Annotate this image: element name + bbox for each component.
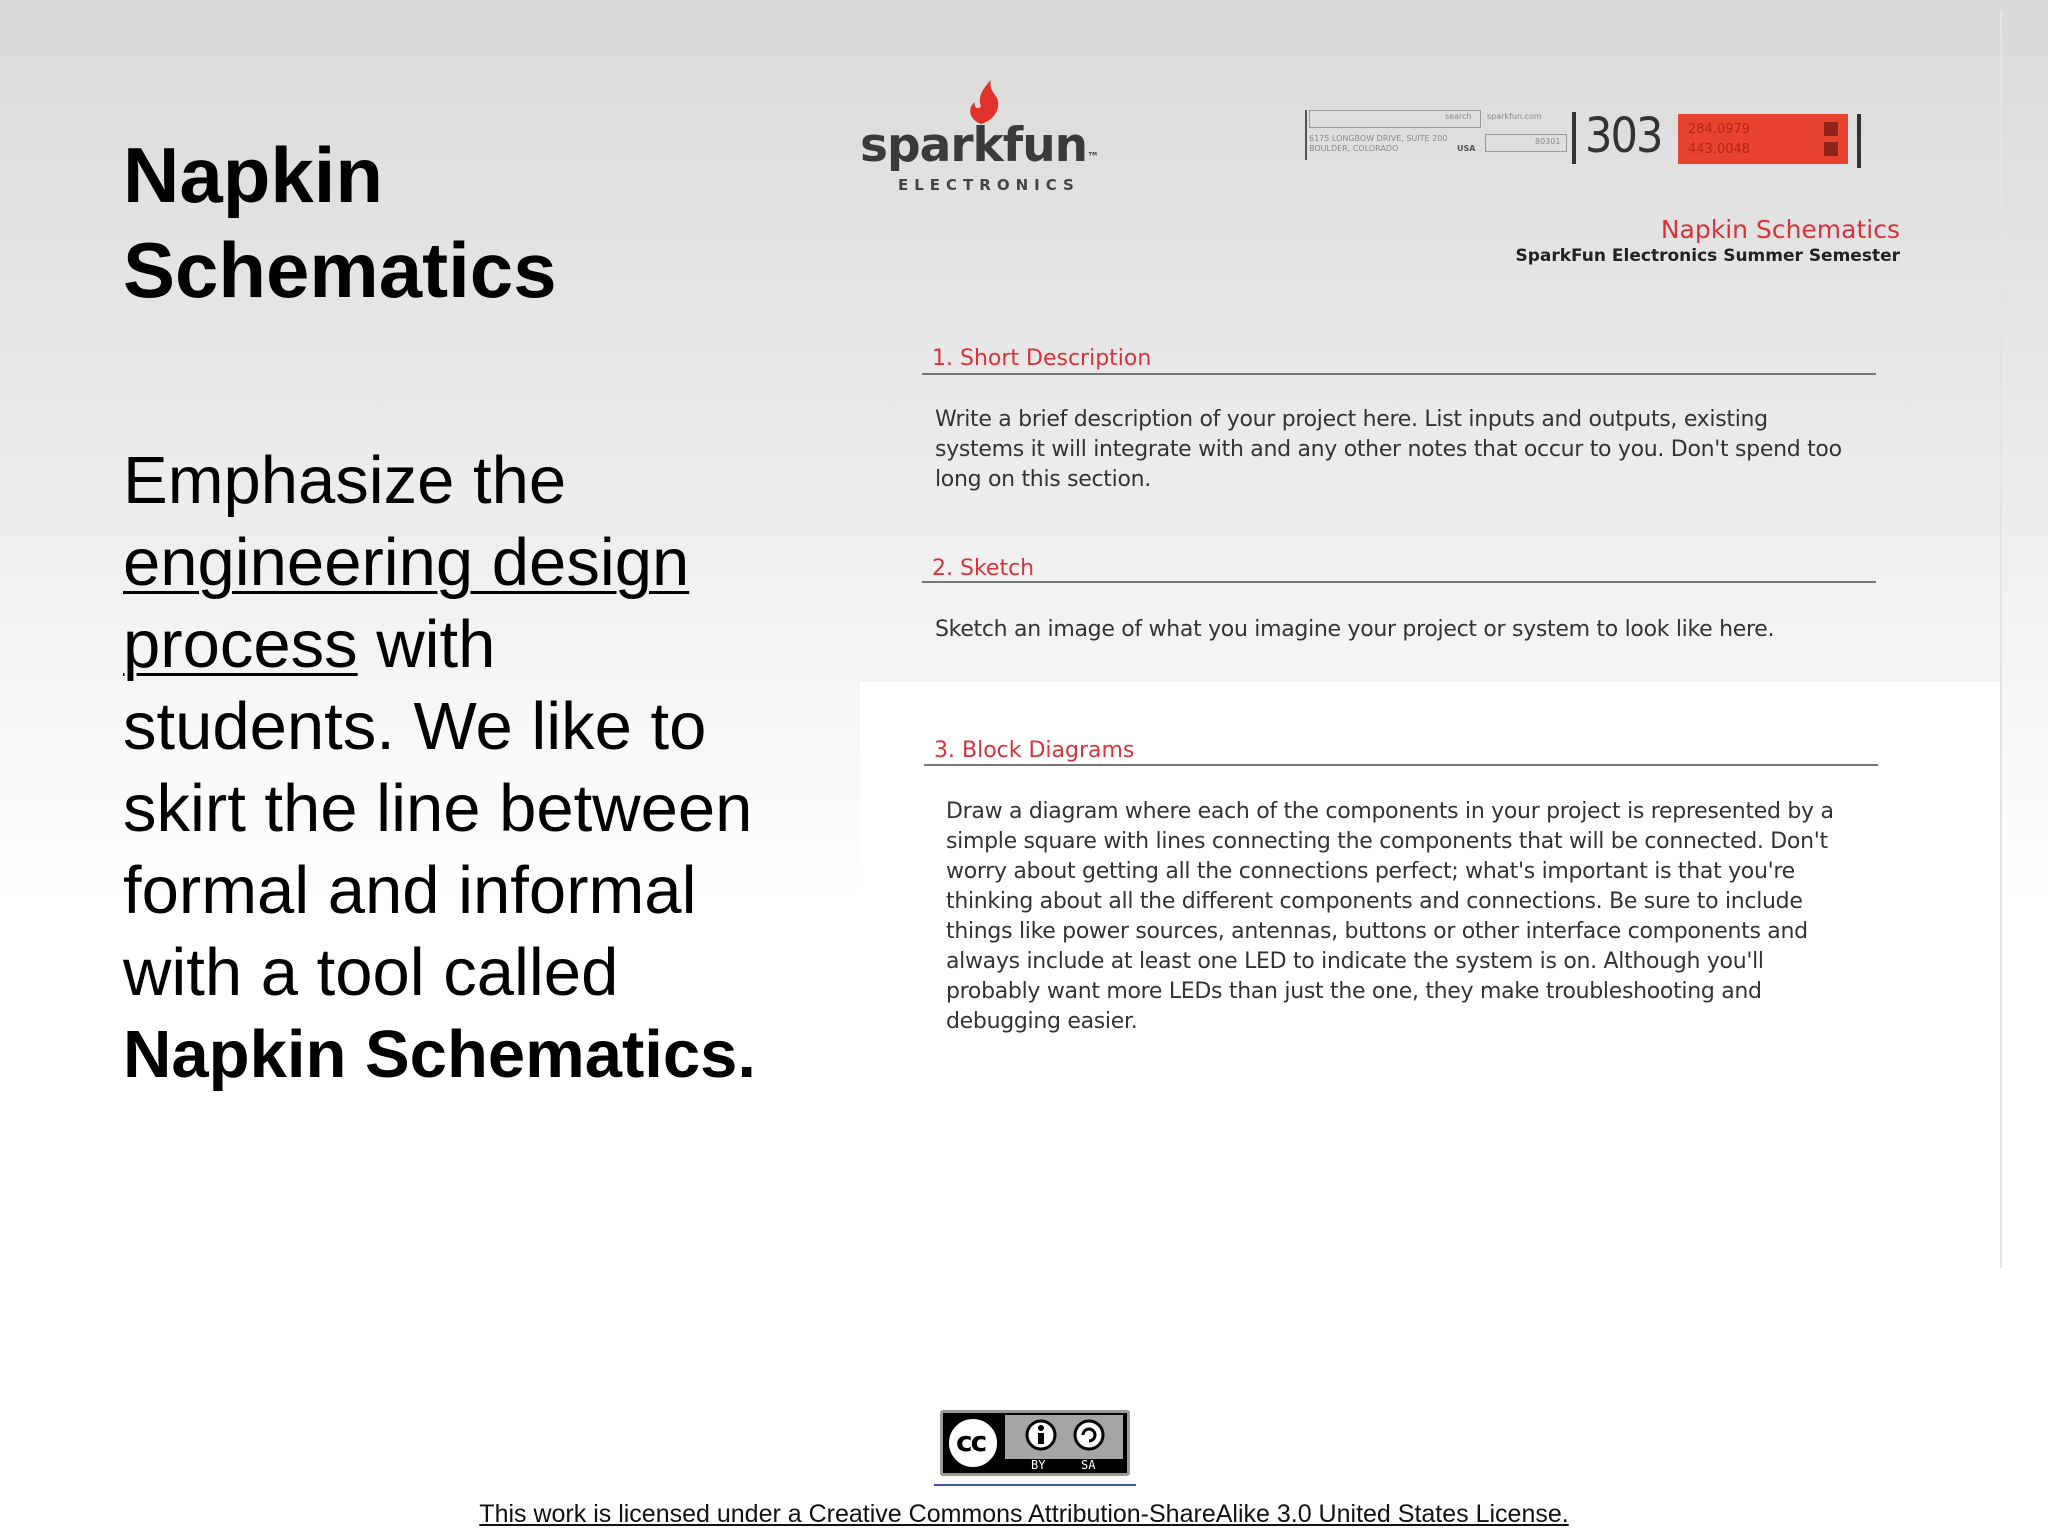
section-2-rule	[922, 581, 1876, 583]
logo-wordmark: sparkfun™	[860, 118, 1099, 173]
slide-title	[123, 128, 763, 318]
cc-logo-text: cc	[956, 1425, 986, 1458]
section-1-rule	[922, 373, 1876, 375]
engineering-design-process-link[interactable]: engineering design process	[123, 525, 690, 682]
phone-bracket-left	[1572, 112, 1576, 164]
cc-sa-label: SA	[1081, 1458, 1096, 1472]
slide-title-line1: Napkin	[123, 131, 384, 219]
phone-number-1: 284.0979	[1688, 122, 1751, 137]
handout-edge-line	[2000, 10, 2002, 1268]
section-1-heading: 1. Short Description	[932, 346, 1152, 371]
phone-red-box	[1678, 114, 1848, 164]
fax-square-icon	[1824, 142, 1838, 156]
napkin-schematics-handout	[860, 60, 2000, 1268]
phone-area-code: 303	[1585, 108, 1662, 164]
slide-body	[123, 440, 763, 1096]
contact-search-label: search	[1445, 112, 1472, 121]
handout-title: Napkin Schematics	[1660, 215, 1900, 244]
body-text-1: Emphasize the	[123, 443, 567, 518]
contact-zip: 80301	[1535, 137, 1561, 146]
header-end-bar	[1857, 114, 1861, 168]
handout-subtitle: SparkFun Electronics Summer Semester	[1515, 246, 1900, 266]
body-bold-napkin-schematics: Napkin Schematics.	[123, 1017, 757, 1092]
cc-by-sa-badge[interactable]	[940, 1410, 1130, 1476]
slide-title-line2: Schematics	[123, 226, 557, 314]
body-text-2: with students. We like to skirt the line between formal and informal with a tool called	[123, 607, 753, 1010]
contact-address-2: BOULDER, COLORADO	[1309, 144, 1399, 153]
cc-badge-link-underline	[934, 1484, 1136, 1486]
section-3-heading: 3. Block Diagrams	[934, 738, 1135, 763]
section-2-text: Sketch an image of what you imagine your project or system to look like here.	[935, 617, 1775, 642]
section-3-rule	[924, 764, 1878, 766]
contact-block	[1305, 110, 1725, 170]
contact-country: USA	[1457, 144, 1476, 153]
section-3-text: Draw a diagram where each of the components in your project is represented by a simple square with lines connecting the components that will be connected. Don't worry about getting all the connections perfect; what's important is that you're thinking about all the different components and connections. Be sure to include things like power sources, antennas, buttons or other interface components and always include at least one LED to indicate the system is on. Although you'll probably want more LEDs than just the one, they make troubleshooting and debugging easier.	[946, 799, 1834, 1034]
license-link[interactable]: This work is licensed under a Creative Commons Attribution-ShareAlike 3.0 United States License.	[479, 1500, 1569, 1528]
section-2-heading: 2. Sketch	[932, 556, 1035, 581]
contact-web: sparkfun.com	[1487, 112, 1542, 121]
section-1-text: Write a brief description of your project here. List inputs and outputs, existing systems it will integrate with and any other notes that occur to you. Don't spend too long on this section.	[935, 407, 1842, 492]
phone-square-icon	[1824, 122, 1838, 136]
cc-by-label: BY	[1031, 1458, 1046, 1472]
contact-address-1: 6175 LONGBOW DRIVE, SUITE 200	[1309, 134, 1448, 143]
logo-subtitle: ELECTRONICS	[898, 176, 1080, 194]
phone-number-2: 443.0048	[1688, 142, 1751, 157]
sparkfun-logo	[860, 80, 1099, 200]
